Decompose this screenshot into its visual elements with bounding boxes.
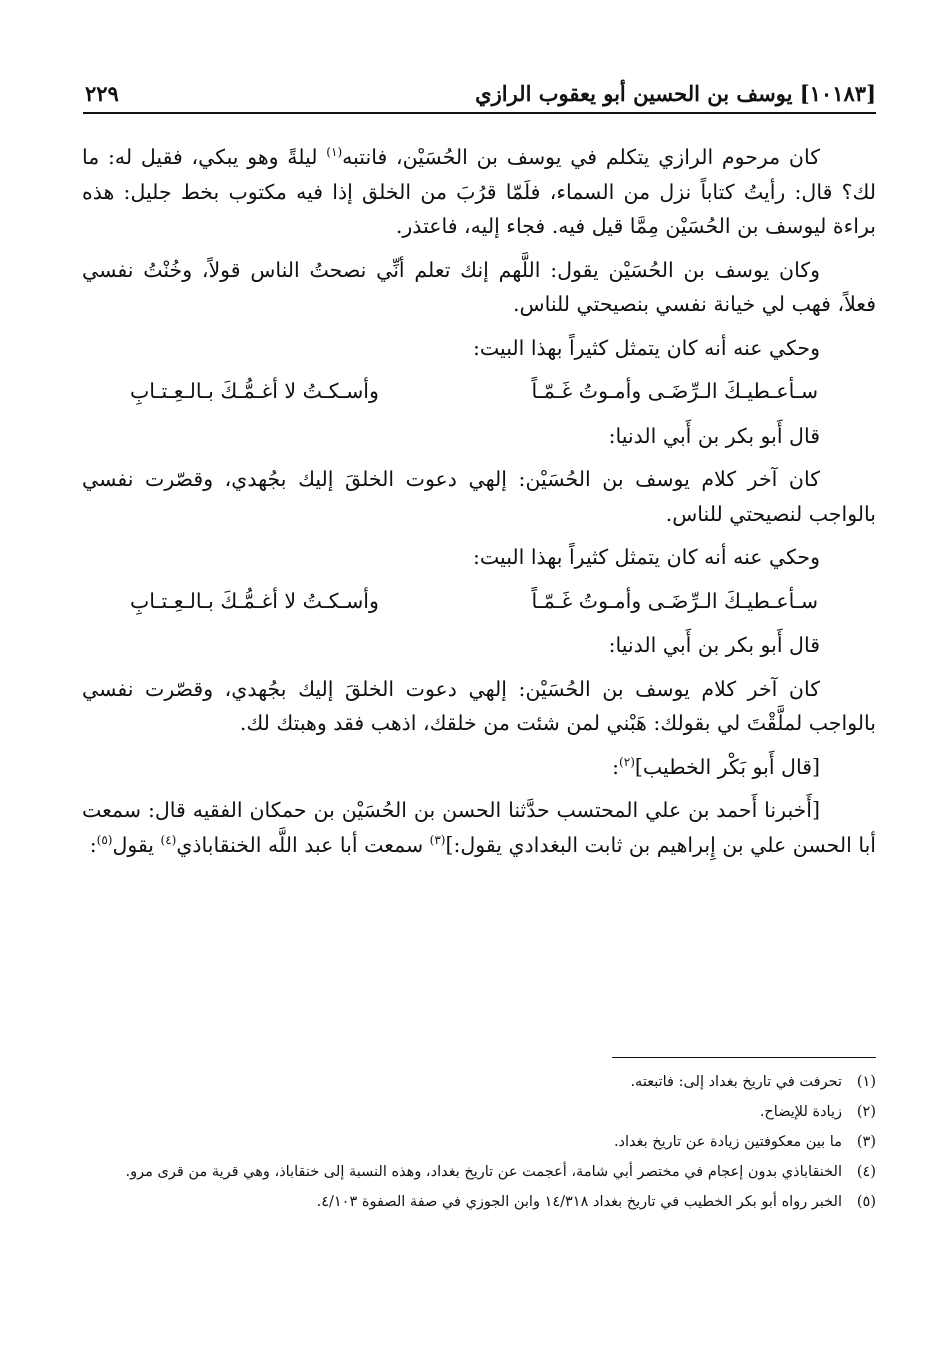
paragraph: [82, 793, 876, 862]
footnote-text: زيادة للإيضاح.: [759, 1104, 842, 1120]
paragraph: كان آخر كلام يوسف بن الحُسَيْن: إلهي دعوت الخلقَ إليك بجُهدي، وقصّرت نفسي بالواجب لملَّقْتَ لي بقولك: هَبْني لمن شئت من خلقك، اذهب فقد وهبتك لك.: [82, 676, 876, 735]
text-span: [أَخبرنا أَحمد بن علي المحتسب حدَّثنا الحسن بن الحُسَيْن بن حمكان الفقيه قال: سمعت أبا الحسن علي بن إِبراهيم بن ثابت البغدادي يقول:]: [82, 798, 876, 857]
verse-second-hemistich: وأسـكـتُ لا أغـمُّـكَ بـالـعِـتـابِ: [130, 379, 379, 403]
main-text: [82, 140, 876, 871]
footnote-number: (١): [856, 1074, 876, 1090]
footnote-number: (٢): [856, 1104, 876, 1120]
header-rule: [83, 112, 876, 114]
text-span: يقول: [112, 832, 161, 857]
footnote: [82, 1130, 876, 1154]
footnote-text: الخبر رواه أبو بكر الخطيب في تاريخ بغداد ١٤/٣١٨ وابن الجوزي في صفة الصفوة ٤/١٠٣.: [316, 1194, 842, 1210]
footnote-text: ما بين معكوفتين زيادة عن تاريخ بغداد.: [613, 1134, 842, 1150]
footnote-text: تحرفت في تاريخ بغداد إلى: فاتبعته.: [630, 1074, 842, 1090]
footnote-ref[interactable]: (٢): [619, 754, 635, 769]
footnote-number: (٣): [856, 1134, 876, 1150]
footnote-text: الخنقاباذي بدون إعجام في مختصر أبي شامة، أعجمت عن تاريخ بغداد، وهذه النسبة إلى خنقاباذ، وهي قرية من قرى مرو.: [125, 1164, 842, 1180]
paragraph: وكان يوسف بن الحُسَيْن يقول: اللَّهم إنك تعلم أنِّي نصحتُ الناس قولاً، وخُنْتُ نفسي فعلاً، فهب لي خيانة نفسي بنصيحتي للناس.: [82, 257, 876, 316]
footnote-rule: [612, 1057, 876, 1058]
footnote-ref[interactable]: (٣): [429, 832, 446, 847]
text-span: كان مرحوم الرازي يتكلم في يوسف بن الحُسَيْن، فانتبه: [342, 145, 820, 169]
text-span: ليلةً وهو يبكي، فقيل له: ما لك؟ قال: رأيتُ كتاباً نزل من السماء، فلَمّا قرُبَ من الخلق إذا فيه مكتوب بخط جليل: هذه براءة ليوسف بن الحُسَيْن مِمَّا قيل فيه. فجاء إليه، فاعتذر.: [82, 145, 876, 238]
footnote-number: (٥): [856, 1194, 876, 1210]
paragraph: كان آخر كلام يوسف بن الحُسَيْن: إلهي دعوت الخلقَ إليك بجُهدي، وقصّرت نفسي بالواجب لنصيحتي للناس.: [82, 467, 876, 526]
paragraph: قال أَبو بكر بن أَبي الدنيا:: [608, 423, 820, 448]
footnote: [82, 1070, 876, 1094]
footnote-ref[interactable]: (٤): [160, 832, 177, 847]
footnote-number: (٤): [856, 1164, 876, 1180]
running-header: [85, 78, 876, 108]
running-title: [١٠١٨٣] يوسف بن الحسين أبو يعقوب الرازي: [475, 80, 876, 106]
text-span: :: [89, 832, 97, 857]
footnotes: [82, 1070, 876, 1220]
verse-line: [82, 374, 876, 409]
paragraph: وحكي عنه أنه كان يتمثل كثيراً بهذا البيت:: [472, 545, 820, 569]
text-span: :: [612, 754, 620, 779]
footnote-ref[interactable]: (١): [326, 145, 343, 160]
page-number: ٢٢٩: [85, 80, 119, 106]
verse-first-hemistich: سـأعـطيـكَ الـرِّضَـى وأمـوتُ غَـمّـاً: [531, 588, 818, 613]
paragraph: وحكي عنه أنه كان يتمثل كثيراً بهذا البيت:: [472, 335, 820, 360]
paragraph: [82, 750, 876, 785]
footnote: [82, 1160, 876, 1184]
paragraph: [82, 140, 876, 244]
verse-first-hemistich: سـأعـطيـكَ الـرِّضَـى وأمـوتُ غَـمّـاً: [531, 379, 818, 403]
text-span: سمعت أبا عبد اللَّه الخنقاباذي: [176, 832, 430, 857]
paragraph: قال أَبو بكر بن أَبي الدنيا:: [608, 633, 820, 657]
verse-second-hemistich: وأسـكـتُ لا أغـمُّـكَ بـالـعِـتـابِ: [130, 588, 379, 613]
footnote: [82, 1190, 876, 1214]
text-span: [قال أَبو بَكْر الخطيب]: [634, 754, 820, 779]
verse-line: [82, 584, 876, 619]
footnote-ref[interactable]: (٥): [96, 832, 113, 847]
footnote: [82, 1100, 876, 1124]
